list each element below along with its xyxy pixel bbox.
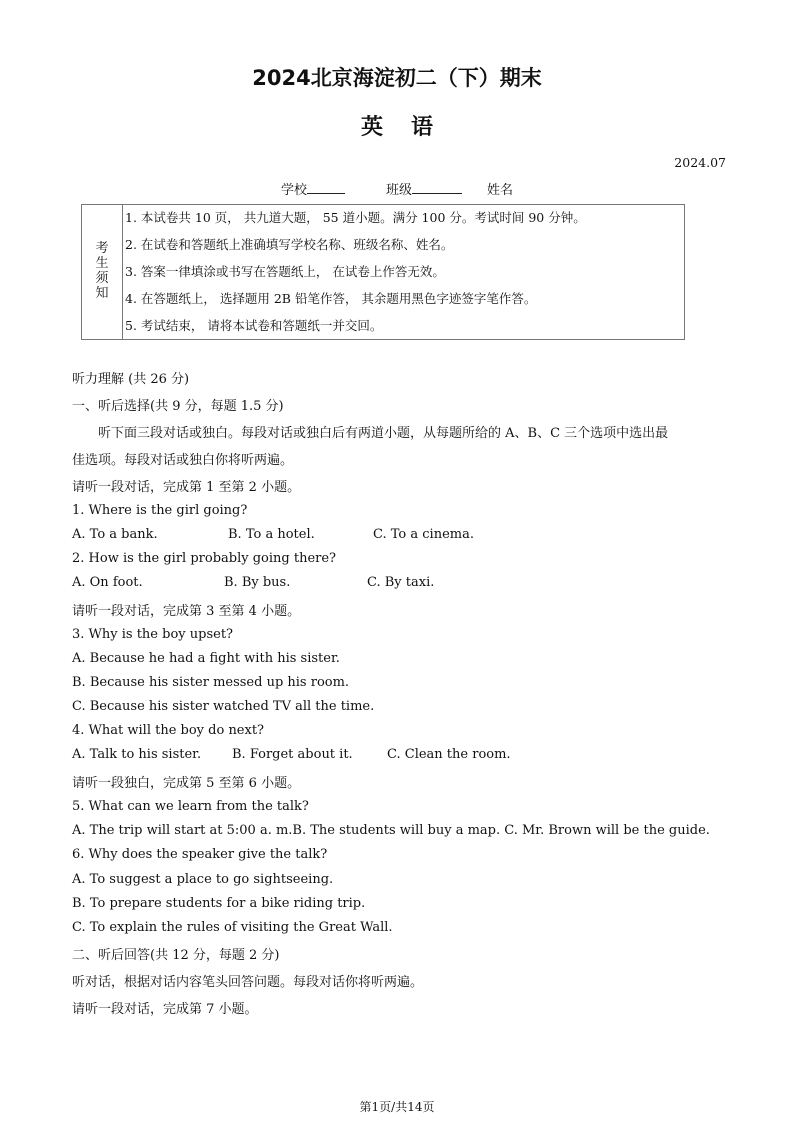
q1-option-c: C. To a cinema. [373,527,474,542]
question-2: 2. How is the girl probably going there? [72,551,337,566]
q3-option-c: C. Because his sister watched TV all the time. [72,699,375,714]
notice-item-4: 4. 在答题纸上， 选择题用 2B 铅笔作答， 其余题用黑色字迹签字笔作答。 [125,291,537,306]
q6-option-a: A. To suggest a place to go sightseeing. [72,872,334,887]
question-5: 5. What can we learn from the talk? [72,799,309,814]
question-4: 4. What will the boy do next? [72,723,265,738]
question-3: 3. Why is the boy upset? [72,627,234,642]
class-field [386,179,462,198]
q4-option-b: B. Forget about it. [232,747,353,762]
question-6: 6. Why does the speaker give the talk? [72,847,328,862]
subject-title: 英语 [360,115,461,140]
exam-notice-box [81,204,685,340]
name-field [487,179,513,198]
q3-option-a: A. Because he had a fight with his sister. [72,651,340,666]
notice-item-5: 5. 考试结束， 请将本试卷和答题纸一并交回。 [125,318,383,333]
dialog-2-intro: 请听一段对话，完成第 3 至第 4 小题。 [72,604,301,619]
class-label: 班级 [386,183,413,198]
q3-option-b: B. Because his sister messed up his room. [72,675,350,690]
q4-option-a: A. Talk to his sister. [72,747,202,762]
dialog-3-intro: 请听一段对话，完成第 7 小题。 [72,1002,258,1017]
notice-side-cell [82,205,123,339]
q2-option-b: B. By bus. [224,575,291,590]
q1-option-b: B. To a hotel. [228,527,315,542]
class-blank [412,181,462,194]
part2-title: 二、听后回答(共 12 分，每题 2 分) [72,948,280,963]
page-title: 2024北京海淀初二（下）期末 [252,66,542,90]
notice-item-1: 1. 本试卷共 10 页， 共九道大题， 55 道小题。满分 100 分。考试时间 90 分钟。 [125,210,586,225]
question-1: 1. Where is the girl going? [72,503,248,518]
q6-option-b: B. To prepare students for a bike riding trip. [72,896,366,911]
q2-option-c: C. By taxi. [367,575,435,590]
instruction-line-2: 佳选项。每段对话或独白你将听两遍。 [72,453,294,468]
section-title: 听力理解 (共 26 分) [72,372,190,387]
dialog-1-intro: 请听一段对话，完成第 1 至第 2 小题。 [72,480,301,495]
school-field [281,179,345,198]
instruction-line-1: 听下面三段对话或独白。每段对话或独白后有两道小题，从每题所给的 A、B、C 三个选项中选出最 [98,426,669,441]
page-number: 第1页/共14页 [359,1100,435,1114]
exam-date: 2024.07 [674,155,726,170]
name-label: 姓名 [487,183,514,198]
notice-item-2: 2. 在试卷和答题纸上准确填写学校名称、班级名称、姓名。 [125,237,454,252]
notice-item-3: 3. 答案一律填涂或书写在答题纸上， 在试卷上作答无效。 [125,264,445,279]
q2-option-a: A. On foot. [72,575,143,590]
q5-options: A. The trip will start at 5:00 a. m.B. The students will buy a map. C. Mr. Brown will be the guide. [72,823,710,838]
notice-side-label: 考生须知 [95,241,109,301]
school-label: 学校 [281,183,308,198]
q4-option-c: C. Clean the room. [387,747,511,762]
monologue-intro: 请听一段独白，完成第 5 至第 6 小题。 [72,776,301,791]
part2-instruction: 听对话，根据对话内容笔头回答问题。每段对话你将听两遍。 [72,975,424,990]
q6-option-c: C. To explain the rules of visiting the Great Wall. [72,920,393,935]
q1-option-a: A. To a bank. [72,527,158,542]
part1-title: 一、听后选择(共 9 分，每题 1.5 分) [72,399,284,414]
school-blank [307,181,345,194]
